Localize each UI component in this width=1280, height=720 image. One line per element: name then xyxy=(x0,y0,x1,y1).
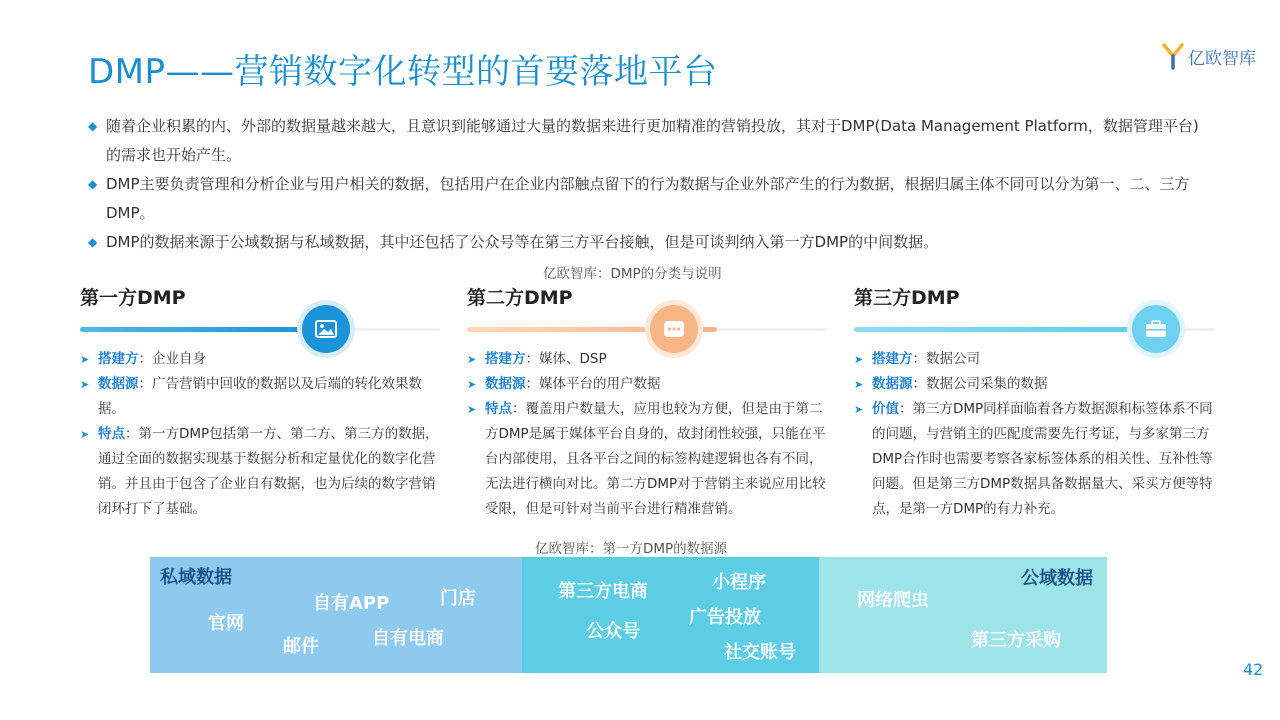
source-word: 自有电商 xyxy=(372,628,444,649)
card-title: 第三方DMP xyxy=(854,287,960,309)
item-key: 数据源 xyxy=(872,376,913,392)
logo-text: 亿欧智库 xyxy=(1188,48,1256,69)
private-data-title: 私域数据 xyxy=(160,567,232,588)
source-word: 公众号 xyxy=(586,621,640,642)
item-key: 数据源 xyxy=(98,376,139,392)
item-key: 搭建方 xyxy=(872,351,913,367)
source-word: 社交账号 xyxy=(724,642,796,663)
arrow-icon: ➤ xyxy=(80,428,90,441)
card-item xyxy=(854,372,1214,397)
intro-bullet xyxy=(88,170,1200,228)
card-item xyxy=(80,347,440,372)
source-word: 网络爬虫 xyxy=(857,590,929,611)
card-divider xyxy=(467,317,827,341)
card-item xyxy=(854,347,1214,372)
source-word: 第三方电商 xyxy=(558,581,648,602)
arrow-icon: ➤ xyxy=(467,353,477,366)
item-key: 特点 xyxy=(485,401,512,417)
chat-icon xyxy=(650,305,698,353)
arrow-icon: ➤ xyxy=(854,378,864,391)
yiou-logo-icon xyxy=(1162,42,1184,70)
page-number: 42 xyxy=(1243,660,1264,679)
source-word: 自有APP xyxy=(313,593,390,614)
card-item xyxy=(854,397,1214,522)
item-text: ：媒体、DSP xyxy=(525,351,607,367)
arrow-icon: ➤ xyxy=(854,403,864,416)
figure-caption-classification: 亿欧智库：DMP的分类与说明 xyxy=(543,266,722,282)
source-word: 邮件 xyxy=(283,636,319,657)
card-item xyxy=(467,397,827,522)
item-text: ：媒体平台的用户数据 xyxy=(525,376,661,392)
item-key: 搭建方 xyxy=(485,351,526,367)
intro-bullet xyxy=(88,112,1200,170)
item-text: ：第三方DMP同样面临着各方数据源和标签体系不同的问题，与营销主的匹配度需要先行考证，与多家第三方DMP合作时也需要考察各家标签体系的相关性、互补性等问题。但是第三方DMP数据具备数据量大、采买方便等特点，是第一方DMP的有力补充。 xyxy=(872,401,1213,517)
item-text: ：企业自身 xyxy=(138,351,206,367)
arrow-icon: ➤ xyxy=(467,378,477,391)
arrow-icon: ➤ xyxy=(80,353,90,366)
source-word: 第三方采购 xyxy=(971,630,1061,651)
item-text: ：第一方DMP包括第一方、第二方、第三方的数据，通过全面的数据实现基于数据分析和定量优化的数字化营销。并且由于包含了企业自有数据，也为后续的数字营销闭环打下了基础。 xyxy=(98,426,439,517)
briefcase-icon xyxy=(1132,305,1180,353)
bullet-text: DMP主要负责管理和分析企业与用户相关的数据，包括用户在企业内部触点留下的行为数据与企业外部产生的行为数据，根据归属主体不同可以分为第一、二、三方DMP。 xyxy=(106,175,1190,222)
private-data-band xyxy=(150,557,522,673)
public-data-band xyxy=(819,557,1107,673)
third-party-dmp-card xyxy=(854,283,1214,522)
card-item xyxy=(80,372,440,422)
card-divider xyxy=(80,317,440,341)
diamond-icon: ◆ xyxy=(88,119,98,133)
item-text: ：覆盖用户数量大，应用也较为方便，但是由于第二方DMP是属于媒体平台自身的，故封闭性较强，只能在平台内部使用，且各平台之间的标签构建逻辑也各有不同，无法进行横向对比。第二方DMP对于营销主来说应用比较受限，但是可针对当前平台进行精准营销。 xyxy=(485,401,826,517)
item-key: 搭建方 xyxy=(98,351,139,367)
logo xyxy=(1162,42,1256,70)
arrow-icon: ➤ xyxy=(80,378,90,391)
card-item xyxy=(467,347,827,372)
bullet-text: DMP的数据来源于公域数据与私域数据，其中还包括了公众号等在第三方平台接触，但是可谈判纳入第一方DMP的中间数据。 xyxy=(106,233,939,251)
item-text: ：广告营销中回收的数据以及后端的转化效果数据。 xyxy=(98,376,422,417)
arrow-icon: ➤ xyxy=(854,353,864,366)
arrow-icon: ➤ xyxy=(467,403,477,416)
intermediate-data-band xyxy=(522,557,819,673)
item-key: 价值 xyxy=(872,401,899,417)
page-title: DMP——营销数字化转型的首要落地平台 xyxy=(88,52,718,92)
second-party-dmp-card xyxy=(467,283,827,522)
item-text: ：数据公司 xyxy=(912,351,980,367)
item-key: 数据源 xyxy=(485,376,526,392)
card-item xyxy=(467,372,827,397)
image-icon xyxy=(302,305,350,353)
source-word: 广告投放 xyxy=(689,607,761,628)
intro-bullet xyxy=(88,228,1200,257)
intro-bullets xyxy=(88,112,1200,257)
card-item xyxy=(80,422,440,522)
diamond-icon: ◆ xyxy=(88,235,98,249)
figure-caption-data-sources: 亿欧智库：第一方DMP的数据源 xyxy=(535,541,728,557)
item-key: 特点 xyxy=(98,426,125,442)
source-word: 门店 xyxy=(440,588,476,609)
source-word: 官网 xyxy=(208,613,244,634)
card-title: 第一方DMP xyxy=(80,287,186,309)
bullet-text: 随着企业积累的内、外部的数据量越来越大，且意识到能够通过大量的数据来进行更加精准的营销投放，其对于DMP(Data Management Platform，数据管理平台) 的需求也开始产生。 xyxy=(106,117,1199,164)
source-word: 小程序 xyxy=(712,572,766,593)
card-divider xyxy=(854,317,1214,341)
item-text: ：数据公司采集的数据 xyxy=(912,376,1048,392)
first-party-dmp-card xyxy=(80,283,440,522)
card-title: 第二方DMP xyxy=(467,287,573,309)
public-data-title: 公域数据 xyxy=(1021,568,1093,589)
diamond-icon: ◆ xyxy=(88,177,98,191)
